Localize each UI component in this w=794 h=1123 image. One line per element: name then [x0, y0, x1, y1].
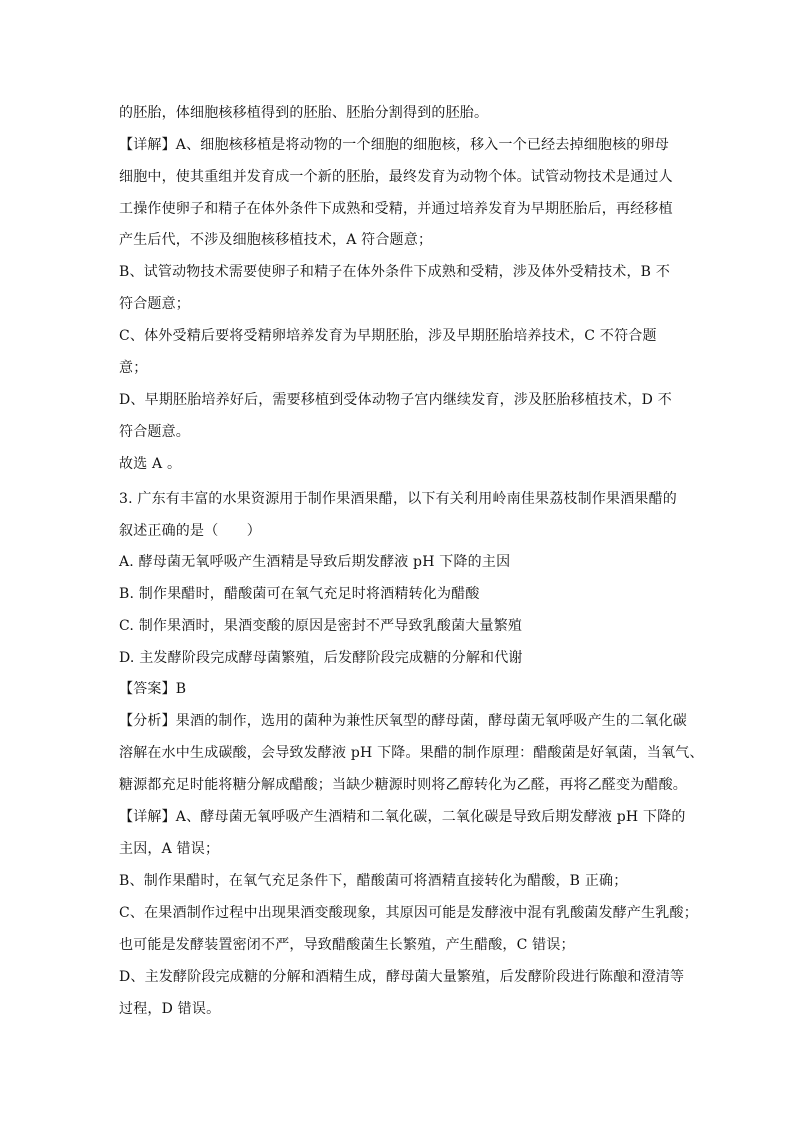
option-a: A. 酵母菌无氧呼吸产生酒精是导致后期发酵液 pH 下降的主因 — [119, 554, 511, 570]
analysis-line: 糖源都充足时能将糖分解成醋酸；当缺少糖源时则将乙醇转化为乙醛，再将乙醛变为醋酸。 — [119, 777, 687, 793]
text-line: 符合题意； — [119, 296, 190, 312]
question-stem: 叙述正确的是（ ） — [119, 523, 261, 539]
text-line: C、体外受精后要将受精卵培养发育为早期胚胎，涉及早期胚胎培养技术，C 不符合题 — [119, 328, 657, 344]
detail-line: 主因，A 错误； — [119, 841, 220, 857]
option-c: C. 制作果酒时，果酒变酸的原因是密封不严导致乳酸菌大量繁殖 — [119, 618, 523, 634]
text-line: 细胞中，使其重组并发育成一个新的胚胎，最终发育为动物个体。试管动物技术是通过人 — [119, 169, 673, 185]
text-line: 的胚胎，体细胞核移植得到的胚胎、胚胎分割得到的胚胎。 — [119, 105, 489, 121]
analysis-line: 溶解在水中生成碳酸，会导致发酵液 pH 下降。果醋的制作原理：醋酸菌是好氧菌，当氧气、 — [119, 745, 704, 761]
detail-line: B、制作果醋时，在氧气充足条件下，醋酸菌可将酒精直接转化为醋酸，B 正确； — [119, 873, 628, 889]
text-line: 符合题意。 — [119, 424, 190, 440]
detail-line: 过程，D 错误。 — [119, 1001, 221, 1017]
text-line: 意； — [119, 360, 148, 376]
detail-line: 【详解】A、酵母菌无氧呼吸产生酒精和二氧化碳，二氧化碳是导致后期发酵液 pH 下降的 — [119, 809, 686, 825]
text-line: D、早期胚胎培养好后，需要移植到受体动物子宫内继续发育，涉及胚胎移植技术，D 不 — [119, 392, 672, 408]
text-line: 工操作使卵子和精子在体外条件下成熟和受精，并通过培养发育为早期胚胎后，再经移植 — [119, 201, 673, 217]
text-line: 产生后代，不涉及细胞核移植技术，A 符合题意； — [119, 232, 433, 248]
option-b: B. 制作果醋时，醋酸菌可在氧气充足时将酒精转化为醋酸 — [119, 586, 480, 602]
analysis-line: 【分析】果酒的制作，选用的菌种为兼性厌氧型的酵母菌，酵母菌无氧呼吸产生的二氧化碳 — [119, 713, 687, 729]
question-stem: 3. 广东有丰富的水果资源用于制作果酒果醋，以下有关利用岭南佳果荔枝制作果酒果醋的 — [119, 491, 678, 507]
text-line: 【详解】A、细胞核移植是将动物的一个细胞的细胞核，移入一个已经去掉细胞核的卵母 — [119, 137, 669, 153]
text-line: 故选 A 。 — [119, 456, 182, 472]
detail-line: C、在果酒制作过程中出现果酒变酸现象，其原因可能是发酵液中混有乳酸菌发酵产生乳酸； — [119, 905, 698, 921]
detail-line: 也可能是发酵装置密闭不严，导致醋酸菌生长繁殖，产生醋酸，C 错误； — [119, 937, 575, 953]
text-line: B、试管动物技术需要使卵子和精子在体外条件下成熟和受精，涉及体外受精技术，B 不 — [119, 264, 671, 280]
option-d: D. 主发酵阶段完成酵母菌繁殖，后发酵阶段完成糖的分解和代谢 — [119, 650, 523, 666]
detail-line: D、主发酵阶段完成糖的分解和酒精生成，酵母菌大量繁殖，后发酵阶段进行陈酿和澄清等 — [119, 969, 685, 985]
answer-line: 【答案】B — [119, 681, 187, 697]
